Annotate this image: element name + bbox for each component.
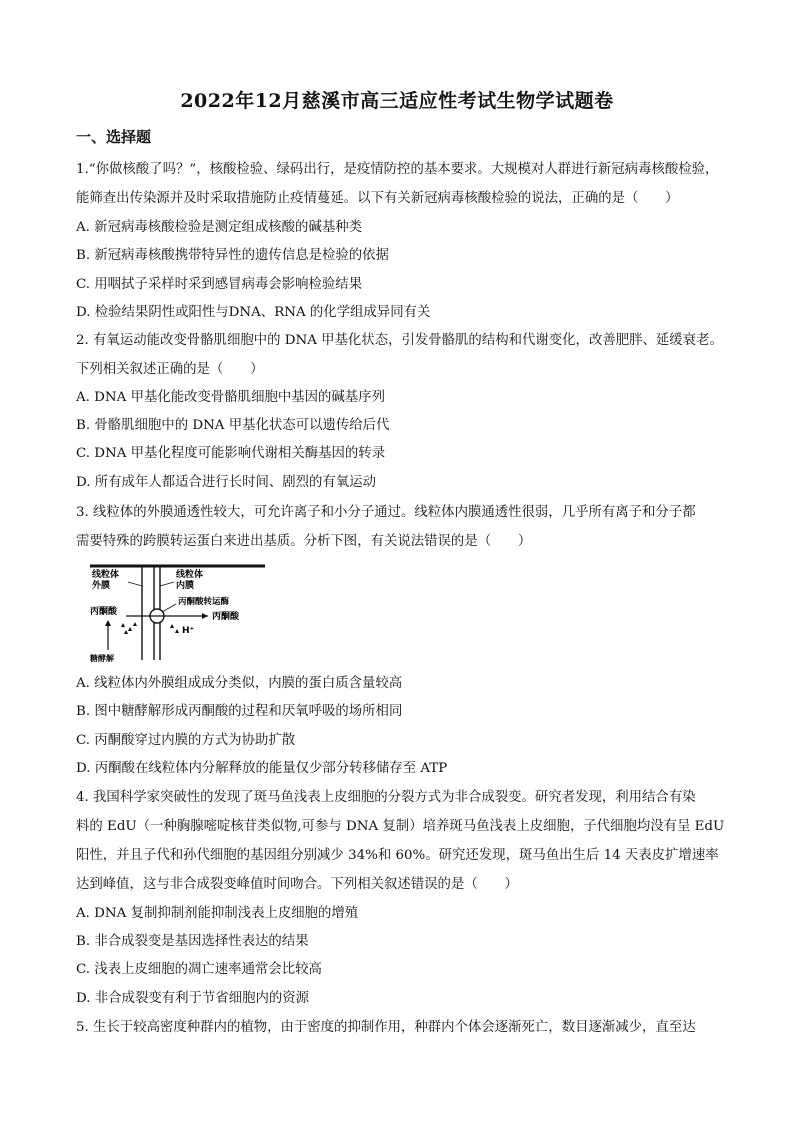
q3-option-b: B. 图中糖酵解形成丙酮酸的过程和厌氧呼吸的场所相同 <box>76 704 403 719</box>
q1-option-a: A. 新冠病毒核酸检验是测定组成核酸的碱基种类 <box>76 220 362 235</box>
pyruvate-right-label: 丙酮酸 <box>212 612 240 622</box>
ion-markers <box>121 622 179 634</box>
q5-stem-line-1: 5. 生长于较高密度种群内的植物，由于密度的抑制作用，种群内个体会逐渐死亡，数目逐渐减少，直至达 <box>76 1020 696 1035</box>
q4-stem-line-2: 料的 EdU（一种胸腺嘧啶核苷类似物,可参与 DNA 复制）培养斑马鱼浅表上皮细胞，子代细胞均没有呈 EdU <box>76 819 725 834</box>
glycolysis-label: 糖酵解 <box>90 654 114 663</box>
page-title: 2022年12月慈溪市高三适应性考试生物学试题卷 <box>180 90 614 112</box>
q3-option-d: D. 丙酮酸在线粒体内分解释放的能量仅少部分转移储存至 ATP <box>76 761 448 776</box>
q1-option-b: B. 新冠病毒核酸携带特异性的遗传信息是检验的依据 <box>76 248 389 263</box>
q1-option-d: D. 检验结果阴性或阳性与DNA、RNA 的化学组成异同有关 <box>76 305 431 320</box>
q4-option-b: B. 非合成裂变是基因选择性表达的结果 <box>76 934 309 949</box>
transporter-label: 丙酮酸转运酶 <box>178 597 230 607</box>
q4-option-d: D. 非合成裂变有利于节省细胞内的资源 <box>76 991 310 1006</box>
outer-membrane-label-2: 外膜 <box>92 581 111 591</box>
pyruvate-left-label: 丙酮酸 <box>90 607 118 617</box>
q3-stem-line-1: 3. 线粒体的外膜通透性较大，可允许离子和小分子通过。线粒体内膜通透性很弱，几乎所有离子和分子都 <box>76 505 696 520</box>
outer-membrane-label-1: 线粒体 <box>92 570 120 580</box>
q4-option-a: A. DNA 复制抑制剂能抑制浅表上皮细胞的增殖 <box>76 906 359 921</box>
q3-option-c: C. 丙酮酸穿过内膜的方式为协助扩散 <box>76 733 296 748</box>
q1-stem-line-2: 能筛查出传染源并及时采取措施防止疫情蔓延。以下有关新冠病毒核酸检验的说法，正确的是（ ） <box>76 191 679 206</box>
q3-option-a: A. 线粒体内外膜组成成分类似，内膜的蛋白质含量较高 <box>76 676 403 691</box>
q4-option-c: C. 浅表上皮细胞的凋亡速率通常会比较高 <box>76 962 322 977</box>
section-heading: 一、选择题 <box>76 128 152 146</box>
mitochondria-diagram <box>90 560 270 665</box>
q2-option-b: B. 骨骼肌细胞中的 DNA 甲基化状态可以遗传给后代 <box>76 418 390 433</box>
inner-membrane-label-2: 内膜 <box>176 581 195 591</box>
q3-stem-line-2: 需要特殊的跨膜转运蛋白来进出基质。分析下图，有关说法错误的是（ ） <box>76 534 532 549</box>
q2-stem-line-1: 2. 有氧运动能改变骨骼肌细胞中的 DNA 甲基化状态，引发骨骼肌的结构和代谢变化，改善肥胖、延缓衰老。 <box>76 333 723 348</box>
q2-option-c: C. DNA 甲基化程度可能影响代谢相关酶基因的转录 <box>76 446 386 461</box>
q4-stem-line-3: 阳性，并且子代和孙代细胞的基因组分别减少 34%和 60%。研究还发现，斑马鱼出生后 14 天表皮扩增速率 <box>76 848 719 863</box>
q4-stem-line-1: 4. 我国科学家突破性的发现了斑马鱼浅表上皮细胞的分裂方式为非合成裂变。研究者发现，利用结合有染 <box>76 790 696 805</box>
q4-stem-line-4: 达到峰值，这与非合成裂变峰值时间吻合。下列相关叙述错误的是（ ） <box>76 877 518 892</box>
q2-option-a: A. DNA 甲基化能改变骨骼肌细胞中基因的碱基序列 <box>76 390 385 405</box>
q2-stem-line-2: 下列相关叙述正确的是（ ） <box>76 362 264 377</box>
proton-label: H⁺ <box>182 626 195 636</box>
q1-stem-line-1: 1.“你做核酸了吗？”，核酸检验、绿码出行，是疫情防控的基本要求。大规模对人群进行新冠病毒核酸检验， <box>76 162 719 177</box>
q2-option-d: D. 所有成年人都适合进行长时间、剧烈的有氧运动 <box>76 475 376 490</box>
q1-option-c: C. 用咽拭子采样时采到感冒病毒会影响检验结果 <box>76 277 363 292</box>
inner-membrane-label-1: 线粒体 <box>176 570 204 580</box>
